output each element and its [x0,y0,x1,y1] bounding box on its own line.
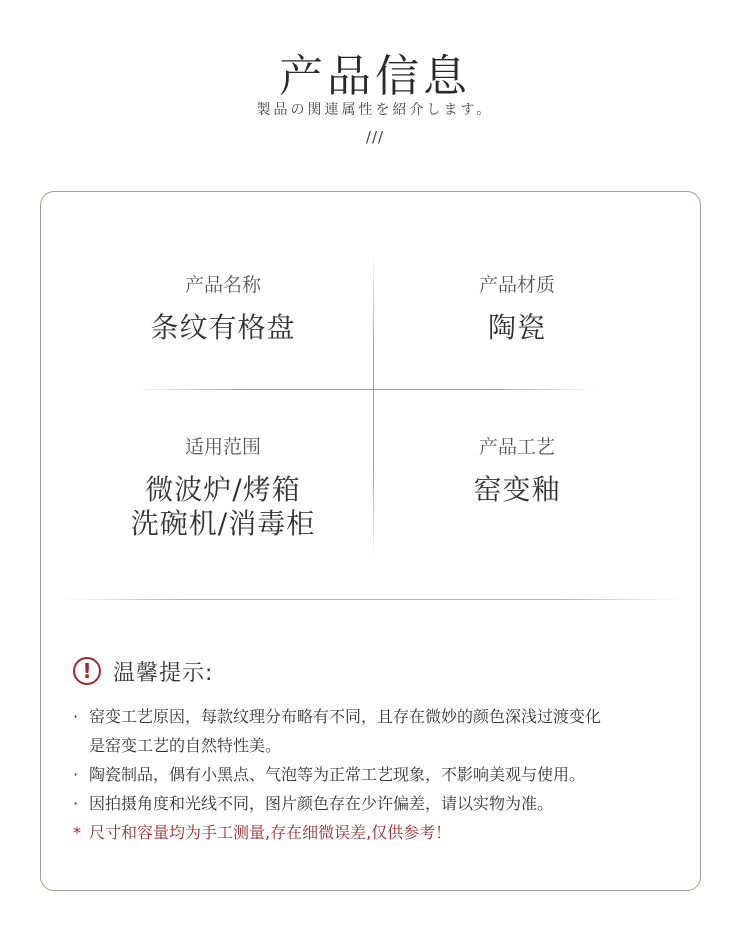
info-value-line: 条纹有格盘 [150,311,296,344]
notice-header [73,654,213,688]
notice-list [73,702,683,847]
exclamation-circle-icon: ! [73,657,101,685]
page-title: 产品信息 [279,51,471,102]
title-decoration: /// [365,128,385,146]
info-cell-usage [73,432,373,541]
page-subtitle: 製品の関連属性を紹介します。 [256,102,494,118]
info-value [367,473,667,507]
product-info-card [40,191,701,891]
bullet: · [73,765,79,784]
list-item [73,760,683,789]
info-value-line: 陶瓷 [487,311,546,344]
info-value [367,311,667,345]
info-label: 产品工艺 [478,436,555,458]
note-line: 窑变工艺原因，每款纹理分布略有不同，且存在微妙的颜色深浅过渡变化 [89,707,602,726]
info-cell-craft [367,432,667,507]
info-cell-material [367,270,667,345]
list-item [73,702,683,760]
bullet: · [73,707,79,726]
bullet: · [73,794,79,813]
info-value-line: 微波炉/烤箱 [145,473,301,506]
list-item [73,789,683,818]
info-value-line: 洗碗机/消毒柜 [130,507,316,540]
asterisk-bullet: * [73,823,81,842]
list-item-disclaimer [73,818,683,847]
section-divider [61,599,682,600]
info-value [73,473,373,541]
note-line: 陶瓷制品，偶有小黑点、气泡等为正常工艺现象，不影响美观与使用。 [89,765,586,784]
note-line: 因拍摄角度和光线不同，图片颜色存在少许偏差，请以实物为准。 [89,794,554,813]
horizontal-divider [131,389,601,390]
info-cell-name [73,270,373,345]
notice-title: 温馨提示: [113,660,214,686]
info-label: 产品材质 [478,274,555,296]
info-value [73,311,373,345]
info-label: 适用范围 [184,436,261,458]
info-value-line: 窑变釉 [473,473,561,506]
info-label: 产品名称 [184,274,261,296]
note-line: 是窑变工艺的自然特性美。 [89,736,282,755]
note-line: 尺寸和容量均为手工测量,存在细微误差,仅供参考！ [89,823,452,842]
